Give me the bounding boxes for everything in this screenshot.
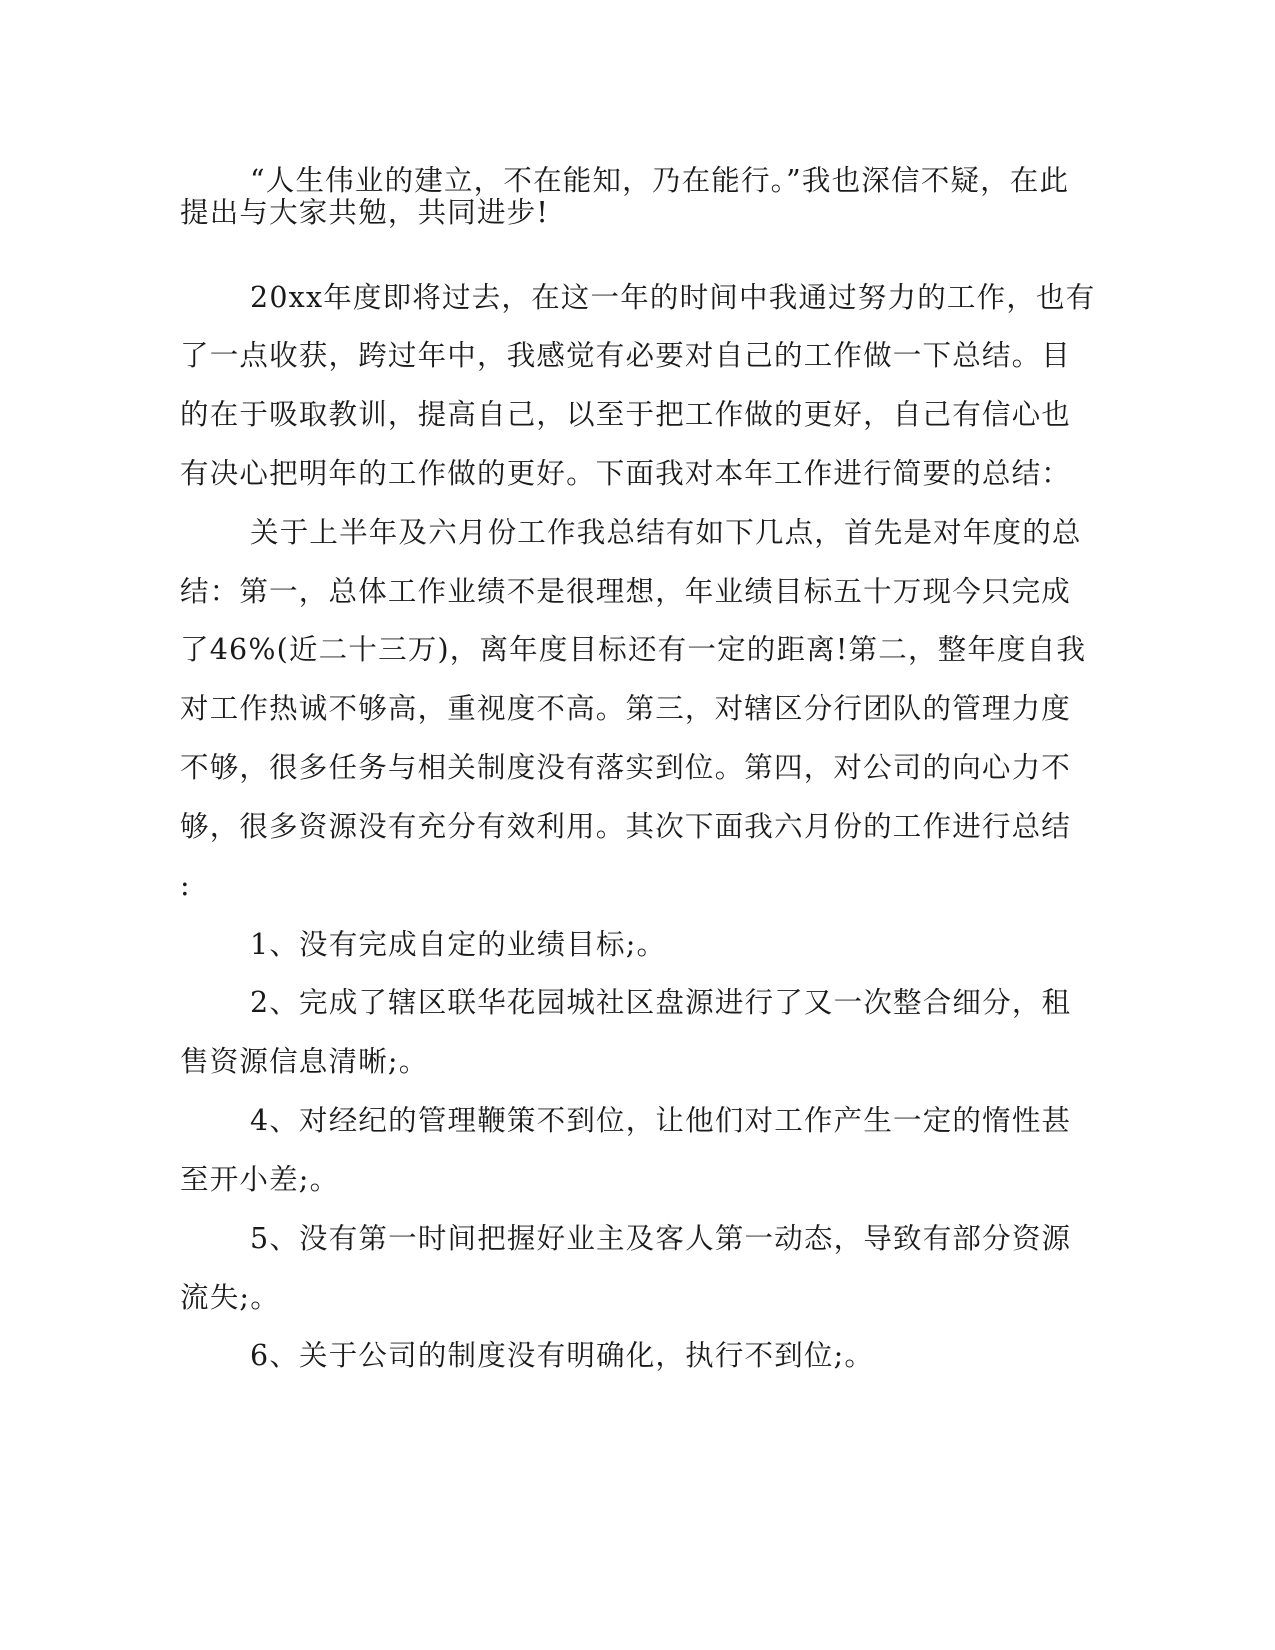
paragraph-2-line-2: 了一点收获，跨过年中，我感觉有必要对自己的工作做一下总结。目	[180, 339, 1072, 372]
paragraph-3-line-3: 了46%(近二十三万)，离年度目标还有一定的距离!第二，整年度自我	[180, 633, 1087, 666]
paragraph-3-line-1: 关于上半年及六月份工作我总结有如下几点，首先是对年度的总	[250, 516, 1082, 549]
paragraph-2-line-4: 有决心把明年的工作做的更好。下面我对本年工作进行简要的总结：	[180, 457, 1072, 490]
paragraph-2-line-1: 20xx年度即将过去，在这一年的时间中我通过努力的工作，也有	[250, 281, 1096, 314]
list-item-5-line-2: 流失;。	[180, 1281, 280, 1314]
paragraph-3-line-2: 结：第一，总体工作业绩不是很理想，年业绩目标五十万现今只完成	[180, 575, 1072, 608]
list-item-6: 6、关于公司的制度没有明确化，执行不到位;。	[250, 1339, 875, 1372]
list-item-4-line-1: 4、对经纪的管理鞭策不到位，让他们对工作产生一定的惰性甚	[250, 1104, 1072, 1137]
list-item-2-line-2: 售资源信息清晰;。	[180, 1045, 429, 1078]
paragraph-3-line-7: :	[180, 869, 191, 902]
list-item-4-line-2: 至开小差;。	[180, 1163, 340, 1196]
paragraph-1-line-2: 提出与大家共勉，共同进步!	[180, 196, 550, 229]
paragraph-3-line-5: 不够，很多任务与相关制度没有落实到位。第四，对公司的向心力不	[180, 751, 1072, 784]
paragraph-1-line-1: “人生伟业的建立，不在能知，乃在能行。”我也深信不疑，在此	[250, 164, 1070, 197]
paragraph-3-line-4: 对工作热诚不够高，重视度不高。第三，对辖区分行团队的管理力度	[180, 692, 1072, 725]
paragraph-2-line-3: 的在于吸取教训，提高自己，以至于把工作做的更好，自己有信心也	[180, 398, 1072, 431]
list-item-1: 1、没有完成自定的业绩目标;。	[250, 928, 667, 961]
paragraph-3-line-6: 够，很多资源没有充分有效利用。其次下面我六月份的工作进行总结	[180, 810, 1072, 843]
list-item-2-line-1: 2、完成了辖区联华花园城社区盘源进行了又一次整合细分，租	[250, 986, 1072, 1019]
list-item-5-line-1: 5、没有第一时间把握好业主及客人第一动态，导致有部分资源	[250, 1222, 1072, 1255]
